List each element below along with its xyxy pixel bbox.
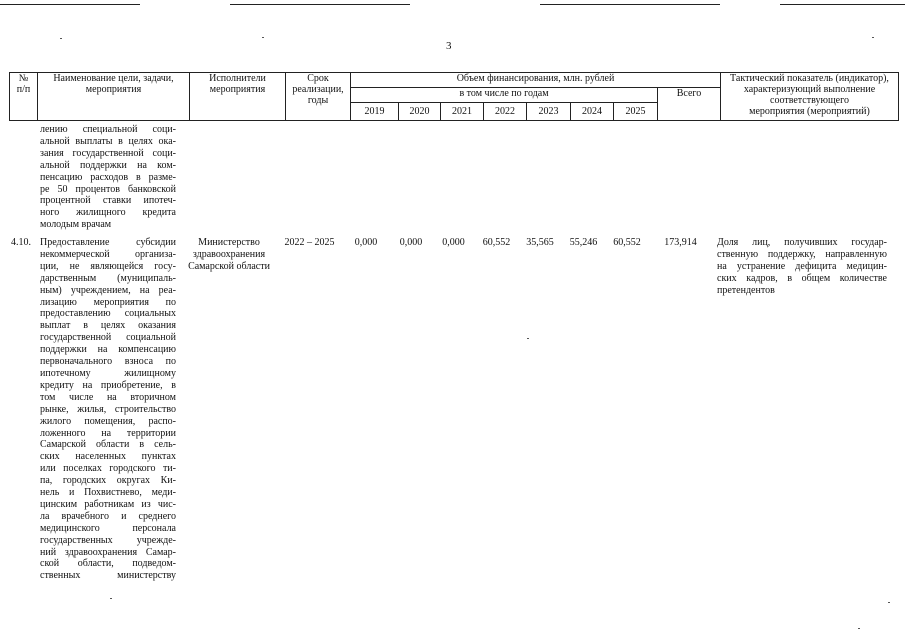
header-year: 2019	[351, 103, 399, 121]
text-line: или поселках городского ти-	[40, 463, 176, 475]
scan-speck	[872, 37, 874, 38]
continuation-text	[40, 124, 176, 231]
header-year: 2023	[527, 103, 571, 121]
text-line: Предоставление субсидии	[40, 237, 176, 248]
text-line: ственных министерству	[40, 570, 176, 582]
scan-speck	[110, 598, 112, 599]
text-line: жилого помещения, распо-	[40, 415, 176, 427]
header-table	[9, 72, 899, 121]
text-line: ственную поддержку, направленную	[717, 248, 887, 260]
text-line: кредиту на приобретение, в	[40, 379, 176, 391]
row-executor	[181, 237, 277, 273]
text-line: дарственным (муниципаль-	[40, 272, 176, 284]
header-indicator: Тактический показатель (индикатор), характеризующий выполнение соответствующего мероприятия (мероприятий)	[721, 73, 899, 121]
text-line: рынке, жилья, строительство	[40, 403, 176, 415]
text-line: зания государственной соци-	[40, 147, 176, 159]
text-line: том числе на вторичном	[40, 391, 176, 403]
top-rule	[540, 4, 720, 5]
row-name	[40, 237, 176, 582]
text-line: государственной социальной	[40, 332, 176, 344]
header-year: 2020	[399, 103, 441, 121]
value-total: 173,914	[664, 237, 697, 248]
header-year: 2021	[441, 103, 484, 121]
value-2025: 60,552	[613, 237, 641, 248]
header-by-years: в том числе по годам	[351, 88, 658, 103]
text-line: некоммерческой организа-	[40, 248, 176, 260]
text-line: цинским работникам из чис-	[40, 498, 176, 510]
text-line: Самарской области в сель-	[40, 439, 176, 451]
header-total: Всего	[658, 88, 721, 121]
row-number: 4.10.	[11, 237, 31, 248]
header-term: Срок реализации, годы	[286, 73, 351, 121]
header-funding: Объем финансирования, млн. рублей	[351, 73, 721, 88]
header-year: 2025	[614, 103, 658, 121]
header-year: 2024	[571, 103, 614, 121]
text-line: ложенного на территории	[40, 427, 176, 439]
text-line: ских кадров, в общем количестве	[717, 272, 887, 284]
value-2024: 55,246	[569, 237, 598, 248]
text-line: выплат в целях оказания	[40, 320, 176, 332]
text-line: ской области, подведом-	[40, 558, 176, 570]
scan-speck	[262, 37, 264, 38]
text-line: государственных учрежде-	[40, 534, 176, 546]
header-num: № п/п	[10, 73, 38, 121]
top-rule	[0, 4, 140, 5]
text-line: альной выплаты в целях ока-	[40, 135, 176, 147]
value-2020: 0,000	[399, 237, 423, 248]
row-term: 2022 – 2025	[284, 237, 335, 248]
scan-speck	[888, 602, 890, 603]
text-line: Министерство	[198, 237, 260, 248]
text-line: медицинского персонала	[40, 522, 176, 534]
value-2022: 60,552	[482, 237, 511, 248]
value-2019: 0,000	[354, 237, 378, 248]
scan-speck	[858, 628, 860, 629]
text-line: ний здравоохранения Самар-	[40, 546, 176, 558]
text-line: альной поддержки на ком-	[40, 159, 176, 171]
page-number: 3	[446, 40, 452, 52]
top-rule	[230, 4, 410, 5]
text-line: па, городских округах Ки-	[40, 475, 176, 487]
text-line: претендентов	[717, 284, 775, 296]
text-line: ным) учреждением, на реа-	[40, 284, 176, 296]
top-rule	[780, 4, 905, 5]
text-line: ции, не являющейся госу-	[40, 260, 176, 272]
scan-speck	[60, 38, 62, 39]
value-2023: 35,565	[526, 237, 554, 248]
text-line: процентной ставки ипотеч-	[40, 195, 176, 207]
scan-speck	[527, 338, 529, 339]
text-line: Доля лиц, получивших государ-	[717, 237, 887, 248]
text-line: первоначального взноса по	[40, 356, 176, 368]
text-line: пенсацию расходов в разме-	[40, 171, 176, 183]
text-line: ла врачебного и среднего	[40, 510, 176, 522]
text-line: нель и Похвистнево, меди-	[40, 487, 176, 499]
text-line: поддержки на компенсацию	[40, 344, 176, 356]
text-line: лизацию мероприятия по	[40, 296, 176, 308]
text-line: лению специальной соци-	[40, 124, 176, 135]
text-line: молодым врачам	[40, 219, 112, 231]
text-line: здравоохранения	[192, 248, 266, 260]
text-line: Самарской области	[188, 260, 270, 272]
text-line: ре 50 процентов банковской	[40, 183, 176, 195]
text-line: ских населенных пунктах	[40, 451, 176, 463]
text-line: предоставлению социальных	[40, 308, 176, 320]
header-year: 2022	[484, 103, 527, 121]
header-executors: Исполнители мероприятия	[190, 73, 286, 121]
header-name: Наименование цели, задачи, мероприятия	[38, 73, 190, 121]
value-2021: 0,000	[442, 237, 465, 248]
text-line: на устранение дефицита медицин-	[717, 260, 887, 272]
row-indicator	[717, 237, 887, 297]
text-line: ипотечному жилищному	[40, 367, 176, 379]
text-line: ного жилищного кредита	[40, 207, 176, 219]
